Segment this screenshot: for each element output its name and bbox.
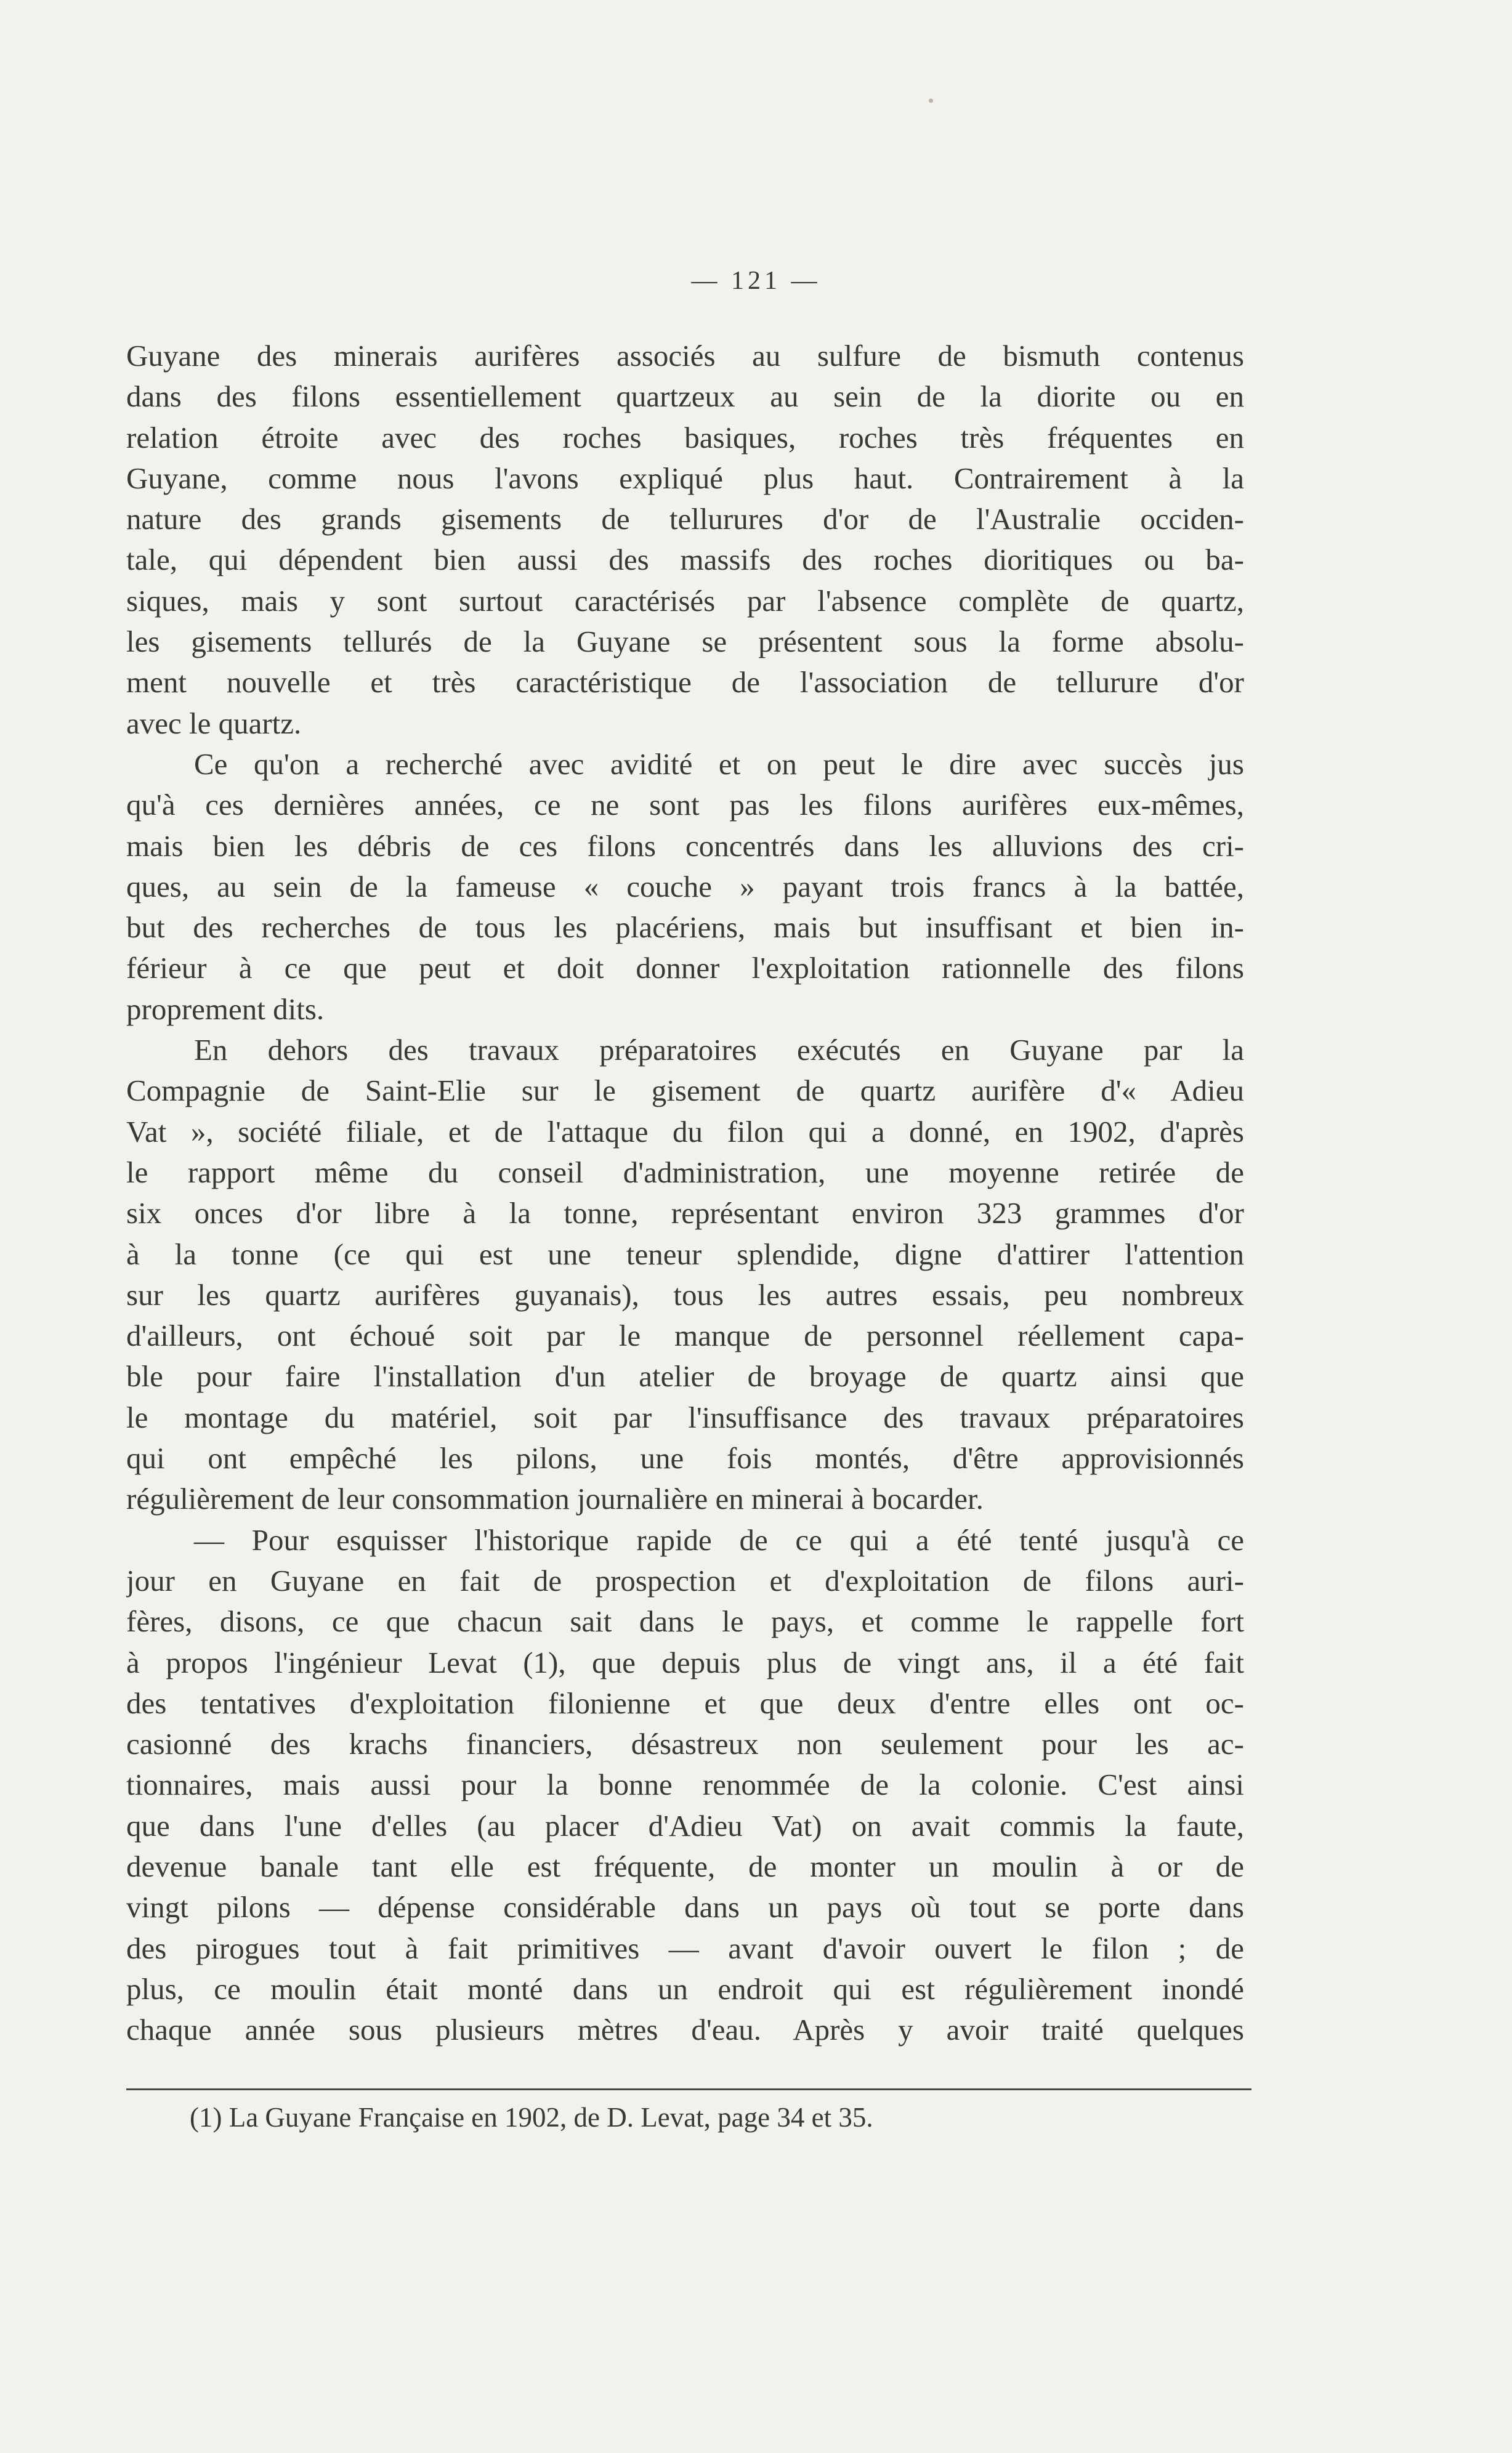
text-line: plus, ce moulin était monté dans un endroit qui est régulièrement inondé <box>126 1971 1244 2006</box>
text-line: siques, mais y sont surtout caractérisés par l'absence complète de quartz, <box>126 583 1244 618</box>
text-line: chaque année sous plusieurs mètres d'eau. Après y avoir traité quelques <box>126 2013 1244 2047</box>
text-line: En dehors des travaux préparatoires exécutés en Guyane par la <box>194 1033 1244 1067</box>
page-number: — 121 — <box>691 267 821 295</box>
text-line: but des recherches de tous les placériens, mais but insuffisant et bien in- <box>126 910 1244 945</box>
text-line: sur les quartz aurifères guyanais), tous les autres essais, peu nombreux <box>126 1277 1244 1312</box>
text-line: dans des filons essentiellement quartzeux au sein de la diorite ou en <box>126 379 1244 414</box>
text-line: les gisements tellurés de la Guyane se présentent sous la forme absolu- <box>126 624 1244 659</box>
text-line: le rapport même du conseil d'administration, une moyenne retirée de <box>126 1155 1244 1189</box>
body-text <box>126 336 1244 2050</box>
text-line: ment nouvelle et très caractéristique de l'association de tellurure d'or <box>126 665 1244 700</box>
text-line: à la tonne (ce qui est une teneur splendide, digne d'attirer l'attention <box>126 1237 1244 1271</box>
text-line: tale, qui dépendent bien aussi des massifs des roches dioritiques ou ba- <box>126 543 1244 577</box>
text-line: relation étroite avec des roches basiques, roches très fréquentes en <box>126 420 1244 455</box>
text-line: ble pour faire l'installation d'un atelier de broyage de quartz ainsi que <box>126 1359 1244 1394</box>
text-line: Guyane des minerais aurifères associés au sulfure de bismuth contenus <box>126 339 1244 373</box>
text-line: jour en Guyane en fait de prospection et d'exploitation de filons auri- <box>126 1563 1244 1598</box>
text-line: régulièrement de leur consommation journalière en minerai à bocarder. <box>126 1482 984 1516</box>
text-line: mais bien les débris de ces filons concentrés dans les alluvions des cri- <box>126 828 1244 863</box>
text-line: six onces d'or libre à la tonne, représentant environ 323 grammes d'or <box>126 1196 1244 1231</box>
text-line: des tentatives d'exploitation filonienne et que deux d'entre elles ont oc- <box>126 1686 1244 1720</box>
text-line: — Pour esquisser l'historique rapide de ce qui a été tenté jusqu'à ce <box>194 1522 1244 1557</box>
text-line: ques, au sein de la fameuse « couche » payant trois francs à la battée, <box>126 869 1244 903</box>
text-line: d'ailleurs, ont échoué soit par le manque de personnel réellement capa- <box>126 1319 1244 1353</box>
text-line: avec le quartz. <box>126 706 302 740</box>
text-line: Vat », société filiale, et de l'attaque du filon qui a donné, en 1902, d'après <box>126 1114 1244 1149</box>
text-line: devenue banale tant elle est fréquente, de monter un moulin à or de <box>126 1849 1244 1883</box>
text-line: proprement dits. <box>126 992 325 1026</box>
text-line: Compagnie de Saint-Elie sur le gisement de quartz aurifère d'« Adieu <box>126 1073 1244 1108</box>
text-line: qui ont empêché les pilons, une fois montés, d'être approvisionnés <box>126 1441 1244 1476</box>
text-line: à propos l'ingénieur Levat (1), que depuis plus de vingt ans, il a été fait <box>126 1645 1244 1679</box>
text-line: nature des grands gisements de tellurures d'or de l'Australie occiden- <box>126 502 1244 536</box>
footnote: (1) La Guyane Française en 1902, de D. Levat, page 34 et 35. <box>190 2102 873 2133</box>
speck-mark <box>929 99 933 103</box>
text-line: Ce qu'on a recherché avec avidité et on peut le dire avec succès jus <box>194 746 1244 781</box>
text-line: vingt pilons — dépense considérable dans un pays où tout se porte dans <box>126 1890 1244 1925</box>
text-line: casionné des krachs financiers, désastreux non seulement pour les ac- <box>126 1727 1244 1761</box>
text-line: qu'à ces dernières années, ce ne sont pas les filons aurifères eux-mêmes, <box>126 788 1244 822</box>
text-line: Guyane, comme nous l'avons expliqué plus haut. Contrairement à la <box>126 461 1244 495</box>
text-line: le montage du matériel, soit par l'insuffisance des travaux préparatoires <box>126 1400 1244 1434</box>
text-line: fères, disons, ce que chacun sait dans le pays, et comme le rappelle fort <box>126 1604 1244 1639</box>
footnote-rule <box>126 2088 1251 2090</box>
text-line: tionnaires, mais aussi pour la bonne renommée de la colonie. C'est ainsi <box>126 1768 1244 1802</box>
text-line: que dans l'une d'elles (au placer d'Adieu Vat) on avait commis la faute, <box>126 1808 1244 1843</box>
text-line: férieur à ce que peut et doit donner l'exploitation rationnelle des filons <box>126 951 1244 985</box>
text-line: des pirogues tout à fait primitives — avant d'avoir ouvert le filon ; de <box>126 1931 1244 1965</box>
